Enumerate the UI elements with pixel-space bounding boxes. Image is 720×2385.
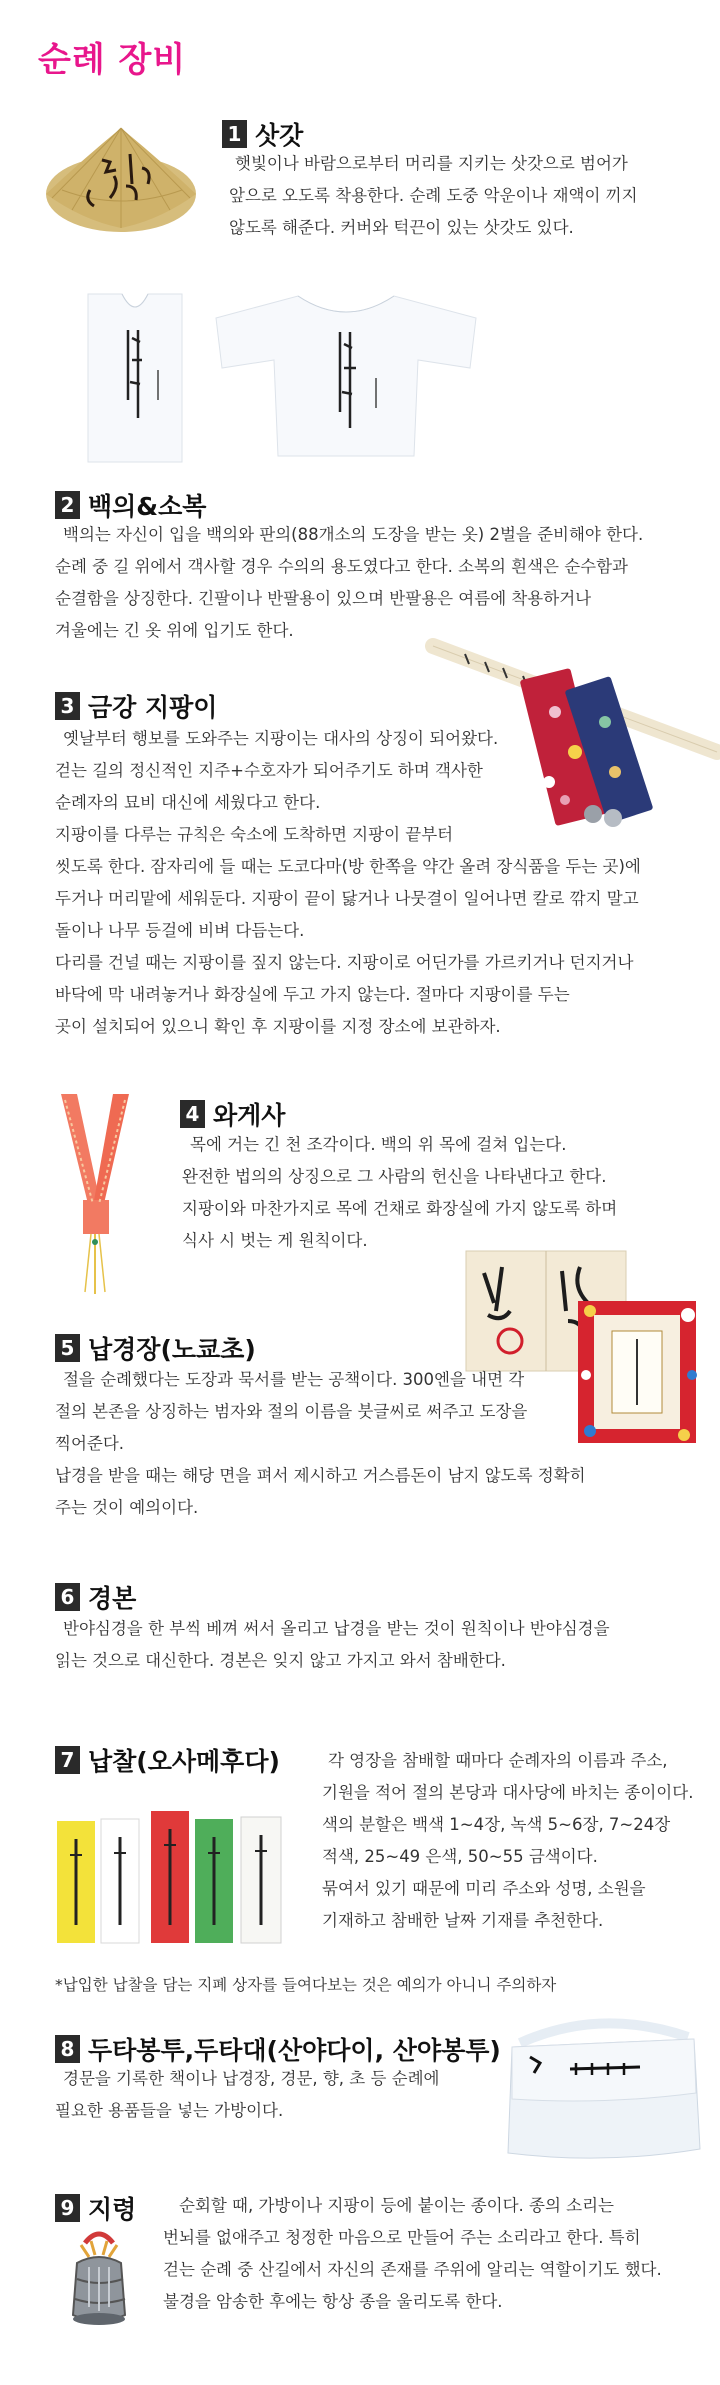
- paragraph-line: 백의는 자신이 입을 백의와 판의(88개소의 도장을 받는 옷) 2벌을 준비해야 한다.: [63, 525, 644, 544]
- paragraph-line: 완전한 법의의 상징으로 그 사람의 헌신을 나타낸다고 한다.: [182, 1167, 607, 1186]
- paragraph-line: 반야심경을 한 부씩 베껴 써서 올리고 납경을 받는 것이 원칙이나 반야심경을: [63, 1619, 610, 1638]
- section-6-number: 6: [55, 1583, 80, 1611]
- paragraph-line: 지팡이를 다루는 규칙은 숙소에 도착하면 지팡이 끝부터: [55, 825, 454, 844]
- paragraph-line: 찍어준다.: [55, 1434, 125, 1453]
- section-6-heading: 경본: [88, 1584, 137, 1613]
- section-8-title: [55, 2031, 501, 2067]
- paragraph-line: 묶여서 있기 때문에 미리 주소와 성명, 소원을: [322, 1879, 646, 1898]
- section-8-heading: 두타봉투,두타대(산야다이, 산야봉투): [88, 2036, 501, 2065]
- section-1-title: [222, 116, 303, 152]
- section-3-text: [55, 723, 641, 1043]
- section-3-number: 3: [55, 692, 80, 720]
- paragraph-line: 겨울에는 긴 옷 위에 입기도 한다.: [55, 621, 294, 640]
- paragraph-line: 주는 것이 예의이다.: [55, 1498, 199, 1517]
- paragraph-line: 걷는 길의 정신적인 지주+수호자가 되어주기도 하며 객사한: [55, 761, 483, 780]
- section-2-number: 2: [55, 491, 80, 519]
- paragraph-line: 번뇌를 없애주고 청정한 마음으로 만들어 주는 소리라고 한다. 특히: [163, 2228, 641, 2247]
- paragraph-line: 기원을 적어 절의 본당과 대사당에 바치는 종이이다.: [322, 1783, 694, 1802]
- paragraph-line: 옛날부터 행보를 도와주는 지팡이는 대사의 상징이 되어왔다.: [63, 729, 499, 748]
- section-6-title: [55, 1579, 136, 1615]
- paragraph-line: 불경을 암송한 후에는 항상 종을 울리도록 한다.: [163, 2292, 503, 2311]
- white-vest-image: [70, 290, 200, 468]
- paragraph-line: 앞으로 오도록 착용한다. 순례 도중 악운이나 재액이 끼지: [229, 186, 638, 205]
- white-jacket-image: [208, 288, 485, 460]
- section-7-note: [55, 1969, 556, 2001]
- paragraph-line: 목에 거는 긴 천 조각이다. 백의 위 목에 걸쳐 입는다.: [190, 1135, 567, 1154]
- section-2-text: [55, 519, 643, 647]
- section-4-heading: 와게사: [213, 1101, 286, 1130]
- section-1-number: 1: [222, 120, 247, 148]
- section-6-text: [55, 1613, 610, 1677]
- bell-image: [55, 2223, 143, 2335]
- paragraph-line: 경문을 기록한 책이나 납경장, 경문, 향, 초 등 순례에: [63, 2069, 440, 2088]
- section-5-text: [55, 1364, 586, 1524]
- paragraph-line: 순례자의 묘비 대신에 세웠다고 한다.: [55, 793, 321, 812]
- section-9-title: [55, 2190, 136, 2226]
- paragraph-line: 기재하고 참배한 날짜 기재를 추천한다.: [322, 1911, 604, 1930]
- paragraph-line: 읽는 것으로 대신한다. 경본은 잊지 않고 가지고 와서 참배한다.: [55, 1651, 506, 1670]
- section-4-title: [180, 1096, 285, 1132]
- section-8-text: [55, 2063, 439, 2127]
- paragraph-line: 지팡이와 마찬가지로 목에 건채로 화장실에 가지 않도록 하며: [182, 1199, 618, 1218]
- paragraph-line: 다리를 건널 때는 지팡이를 짚지 않는다. 지팡이로 어딘가를 가르키거나 던지거나: [55, 953, 634, 972]
- section-8-number: 8: [55, 2035, 80, 2063]
- section-3-heading: 금강 지팡이: [88, 693, 218, 722]
- paragraph-line: 곳이 설치되어 있으니 확인 후 지팡이를 지정 장소에 보관하자.: [55, 1017, 501, 1036]
- paragraph-line: 식사 시 벗는 게 원칙이다.: [182, 1231, 368, 1250]
- section-9-text: [163, 2190, 662, 2318]
- paragraph-line: 절의 본존을 상징하는 범자와 절의 이름을 붓글씨로 써주고 도장을: [55, 1402, 528, 1421]
- paragraph-line: 납경을 받을 때는 해당 면을 펴서 제시하고 거스름돈이 남지 않도록 정확히: [55, 1466, 586, 1485]
- section-9-heading: 지령: [88, 2195, 137, 2224]
- paragraph-line: 걷는 순례 중 산길에서 자신의 존재를 주위에 알리는 역할이기도 했다.: [163, 2260, 662, 2279]
- note-line: *납입한 납찰을 담는 지폐 상자를 들여다보는 것은 예의가 아니니 주의하자: [55, 1976, 557, 1994]
- section-5-heading: 납경장(노쿄초): [88, 1335, 256, 1364]
- paragraph-line: 절을 순례했다는 도장과 묵서를 받는 공책이다. 300엔을 내면 각: [63, 1370, 525, 1389]
- paragraph-line: 적색, 25~49 은색, 50~55 금색이다.: [322, 1847, 598, 1866]
- section-1-heading: 삿갓: [255, 121, 304, 150]
- section-2-heading: 백의&소복: [88, 492, 207, 521]
- section-5-title: [55, 1330, 256, 1366]
- paragraph-line: 햇빛이나 바람으로부터 머리를 지키는 삿갓으로 범어가: [235, 154, 628, 173]
- paragraph-line: 돌이나 나무 등걸에 비벼 다듬는다.: [55, 921, 305, 940]
- osamefuda-image: [55, 1805, 305, 1955]
- section-7-number: 7: [55, 1746, 80, 1774]
- paragraph-line: 필요한 용품들을 넣는 가방이다.: [55, 2101, 284, 2120]
- section-7-text: [322, 1745, 693, 1937]
- section-5-number: 5: [55, 1334, 80, 1362]
- section-9-number: 9: [55, 2194, 80, 2222]
- sedge-hat-image: [42, 120, 200, 238]
- section-2-title: [55, 487, 206, 523]
- paragraph-line: 각 영장을 참배할 때마다 순례자의 이름과 주소,: [328, 1751, 668, 1770]
- paragraph-line: 두거나 머리맡에 세워둔다. 지팡이 끝이 닳거나 나뭇결이 일어나면 칼로 깎지 말고: [55, 889, 639, 908]
- page-title: 순례 장비: [38, 40, 187, 80]
- section-1-text: [229, 148, 638, 244]
- paragraph-line: 순결함을 상징한다. 긴팔이나 반팔용이 있으며 반팔용은 여름에 착용하거나: [55, 589, 592, 608]
- section-7-title: [55, 1742, 280, 1778]
- paragraph-line: 씻도록 한다. 잠자리에 들 때는 도코다마(방 한쪽을 약간 올려 장식품을 두는 곳)에: [55, 857, 641, 876]
- paragraph-line: 색의 분할은 백색 1~4장, 녹색 5~6장, 7~24장: [322, 1815, 671, 1834]
- section-7-heading: 납찰(오사메후다): [88, 1747, 280, 1776]
- paragraph-line: 않도록 해준다. 커버와 턱끈이 있는 삿갓도 있다.: [229, 218, 574, 237]
- paragraph-line: 바닥에 막 내려놓거나 화장실에 두고 가지 않는다. 절마다 지팡이를 두는: [55, 985, 570, 1004]
- section-4-text: [182, 1129, 617, 1257]
- paragraph-line: 순회할 때, 가방이나 지팡이 등에 붙이는 종이다. 종의 소리는: [179, 2196, 614, 2215]
- wagesa-image: [55, 1088, 135, 1308]
- paragraph-line: 순례 중 길 위에서 객사할 경우 수의의 용도였다고 한다. 소복의 흰색은 순수함과: [55, 557, 628, 576]
- section-3-title: [55, 688, 217, 724]
- section-4-number: 4: [180, 1100, 205, 1128]
- bag-image: [500, 2013, 705, 2168]
